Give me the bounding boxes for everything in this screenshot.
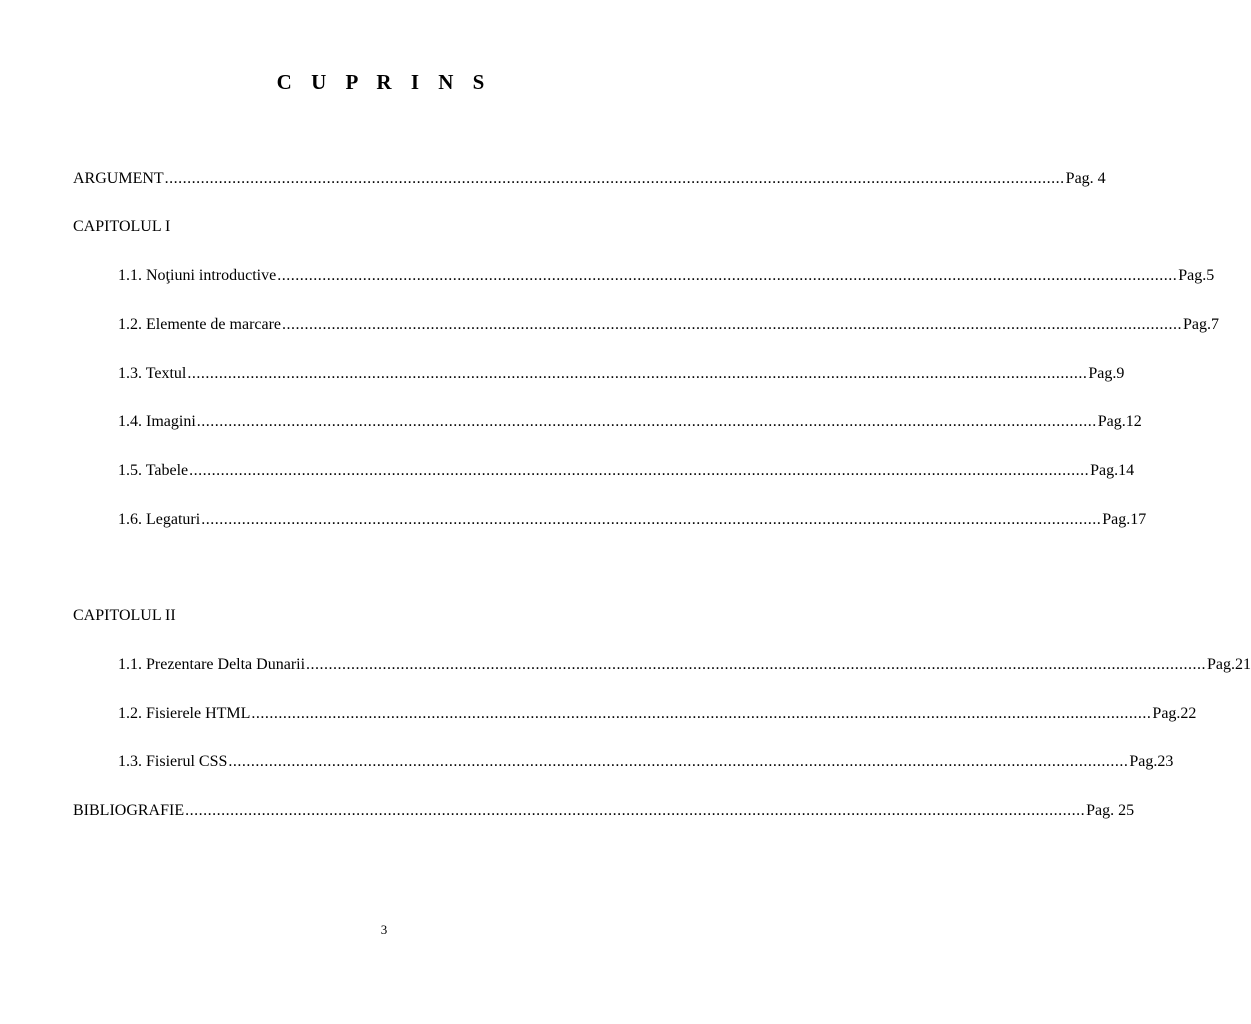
dot-leader: ........................................................................................................................................................................................................ xyxy=(164,170,1065,187)
dot-leader: ........................................................................................................................................................................................................ xyxy=(201,511,1102,528)
dot-leader: ........................................................................................................................................................................................................ xyxy=(187,365,1088,382)
toc-entry-page: Pag.7 xyxy=(1183,316,1220,333)
toc-entry-1-4 xyxy=(118,412,1142,432)
toc-entry-label: 1.5. Tabele xyxy=(118,462,189,479)
toc-entry-argument xyxy=(73,169,1106,189)
dot-leader: ........................................................................................................................................................................................................ xyxy=(196,413,1097,430)
toc-entry-bibliography xyxy=(73,801,1135,821)
toc-entry-2-2 xyxy=(118,704,1197,724)
toc-entry-label: ARGUMENT xyxy=(73,170,164,187)
toc-entry-label: 1.3. Fisierul CSS xyxy=(118,753,228,770)
toc-entry-2-1 xyxy=(118,655,1251,675)
toc-entry-label: 1.6. Legaturi xyxy=(118,511,201,528)
chapter-heading-1: CAPITOLUL I xyxy=(73,218,171,235)
toc-entry-1-2 xyxy=(118,315,1220,335)
toc-entry-label: 1.4. Imagini xyxy=(118,413,196,430)
page-number: 3 xyxy=(380,922,388,937)
toc-entry-label: 1.3. Textul xyxy=(118,365,187,382)
dot-leader: ........................................................................................................................................................................................................ xyxy=(185,802,1086,819)
toc-entry-label: BIBLIOGRAFIE xyxy=(73,802,185,819)
toc-entry-page: Pag.23 xyxy=(1129,753,1174,770)
toc-entry-2-3 xyxy=(118,752,1174,772)
toc-entry-page: Pag.17 xyxy=(1102,511,1147,528)
dot-leader: ........................................................................................................................................................................................................ xyxy=(251,705,1152,722)
toc-entry-label: 1.2. Fisierele HTML xyxy=(118,705,251,722)
dot-leader: ........................................................................................................................................................................................................ xyxy=(306,656,1207,673)
dot-leader: ........................................................................................................................................................................................................ xyxy=(189,462,1090,479)
toc-entry-page: Pag. 25 xyxy=(1086,802,1135,819)
toc-entry-label: 1.1. Noţiuni introductive xyxy=(118,267,277,284)
toc-entry-page: Pag.22 xyxy=(1152,705,1197,722)
page-title: C U P R I N S xyxy=(276,70,492,94)
dot-leader: ........................................................................................................................................................................................................ xyxy=(228,753,1129,770)
dot-leader: ........................................................................................................................................................................................................ xyxy=(282,316,1183,333)
toc-entry-label: 1.2. Elemente de marcare xyxy=(118,316,282,333)
toc-entry-label: 1.1. Prezentare Delta Dunarii xyxy=(118,656,306,673)
toc-entry-1-1 xyxy=(118,266,1215,286)
dot-leader: ........................................................................................................................................................................................................ xyxy=(277,267,1178,284)
toc-entry-page: Pag. 4 xyxy=(1065,170,1106,187)
toc-entry-1-5 xyxy=(118,461,1135,481)
chapter-heading-2: CAPITOLUL II xyxy=(73,607,176,624)
toc-entry-1-6 xyxy=(118,510,1147,530)
toc-entry-page: Pag.5 xyxy=(1178,267,1215,284)
toc-entry-page: Pag.21 xyxy=(1207,656,1251,673)
toc-entry-page: Pag.9 xyxy=(1088,365,1125,382)
toc-entry-1-3 xyxy=(118,364,1125,384)
toc-entry-page: Pag.12 xyxy=(1097,413,1142,430)
toc-entry-page: Pag.14 xyxy=(1090,462,1135,479)
